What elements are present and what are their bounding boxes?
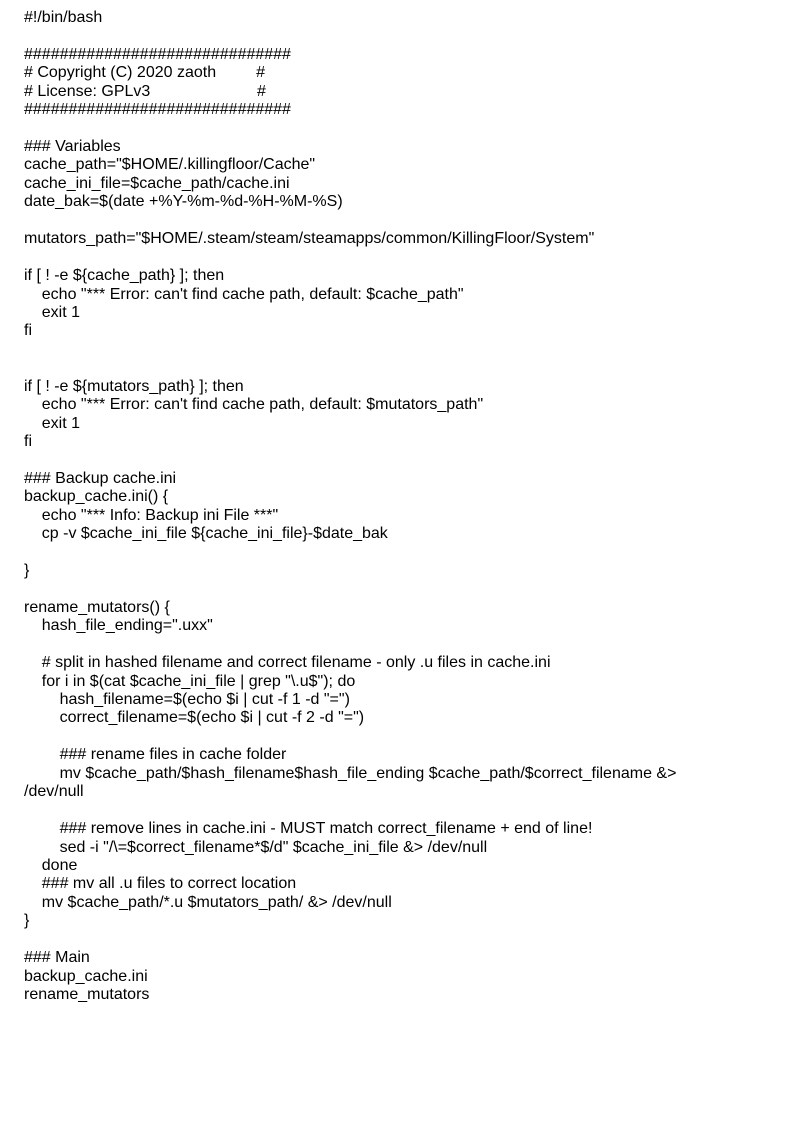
script-line: } bbox=[24, 912, 30, 930]
script-line: echo "*** Error: can't find cache path, default: $cache_path" bbox=[24, 285, 464, 303]
script-line bbox=[24, 802, 773, 820]
script-line: ### remove lines in cache.ini - MUST match correct_filename + end of line! bbox=[24, 820, 593, 838]
script-line bbox=[24, 212, 773, 230]
script-line: mv $cache_path/*.u $mutators_path/ &> /dev/null bbox=[24, 893, 392, 911]
script-line: fi bbox=[24, 322, 32, 340]
script-line bbox=[24, 249, 773, 267]
script-line: rename_mutators() { bbox=[24, 598, 170, 616]
script-line bbox=[24, 451, 773, 469]
script-line: done bbox=[24, 856, 78, 874]
script-line: sed -i "/\=$correct_filename*$/d" $cache_ini_file &> /dev/null bbox=[24, 838, 488, 856]
script-line bbox=[24, 728, 773, 746]
script-line: backup_cache.ini bbox=[24, 967, 148, 985]
script-line: # Copyright (C) 2020 zaoth # bbox=[24, 64, 266, 82]
script-line: correct_filename=$(echo $i | cut -f 2 -d "=") bbox=[24, 709, 365, 727]
script-line bbox=[24, 544, 773, 562]
script-line bbox=[24, 120, 773, 138]
script-line: ############################## bbox=[24, 45, 291, 63]
script-line: #!/bin/bash bbox=[24, 9, 103, 26]
script-line: cache_path="$HOME/.killingfloor/Cache" bbox=[24, 156, 316, 174]
script-line bbox=[24, 359, 773, 377]
script-line: exit 1 bbox=[24, 303, 81, 321]
script-line: fi bbox=[24, 432, 32, 450]
script-line bbox=[24, 341, 773, 359]
script-line: ### Backup cache.ini bbox=[24, 469, 177, 487]
script-line: cp -v $cache_ini_file ${cache_ini_file}-$date_bak bbox=[24, 525, 388, 543]
script-line: mv $cache_path/$hash_filename$hash_file_ending $cache_path/$correct_filename &> bbox=[24, 764, 677, 782]
script-line: /dev/null bbox=[24, 783, 84, 801]
script-line bbox=[24, 636, 773, 654]
script-line: exit 1 bbox=[24, 414, 81, 432]
script-line: rename_mutators bbox=[24, 985, 150, 1003]
script-text bbox=[24, 9, 773, 1004]
script-line: mutators_path="$HOME/.steam/steam/steamapps/common/KillingFloor/System" bbox=[24, 230, 595, 248]
script-line: if [ ! -e ${cache_path} ]; then bbox=[24, 267, 225, 285]
script-line: ### Variables bbox=[24, 138, 121, 156]
script-line bbox=[24, 931, 773, 949]
script-line: backup_cache.ini() { bbox=[24, 488, 169, 506]
script-line: ### rename files in cache folder bbox=[24, 746, 287, 764]
script-line: date_bak=$(date +%Y-%m-%d-%H-%M-%S) bbox=[24, 193, 343, 211]
script-line: echo "*** Error: can't find cache path, default: $mutators_path" bbox=[24, 396, 484, 414]
script-line: # License: GPLv3 # bbox=[24, 82, 266, 100]
script-line: hash_filename=$(echo $i | cut -f 1 -d "=") bbox=[24, 691, 350, 709]
script-line: if [ ! -e ${mutators_path} ]; then bbox=[24, 377, 244, 395]
script-line: cache_ini_file=$cache_path/cache.ini bbox=[24, 174, 290, 192]
script-line: ### Main bbox=[24, 949, 90, 967]
script-line: echo "*** Info: Backup ini File ***" bbox=[24, 506, 279, 524]
script-line: } bbox=[24, 562, 30, 579]
script-line: hash_file_ending=".uxx" bbox=[24, 617, 213, 635]
script-line bbox=[24, 580, 773, 598]
script-line: for i in $(cat $cache_ini_file | grep "\.u$"); do bbox=[24, 672, 356, 690]
script-line: ############################## bbox=[24, 101, 291, 119]
script-line: # split in hashed filename and correct filename - only .u files in cache.ini bbox=[24, 654, 551, 672]
script-line: ### mv all .u files to correct location bbox=[24, 875, 297, 893]
script-line bbox=[24, 27, 773, 45]
